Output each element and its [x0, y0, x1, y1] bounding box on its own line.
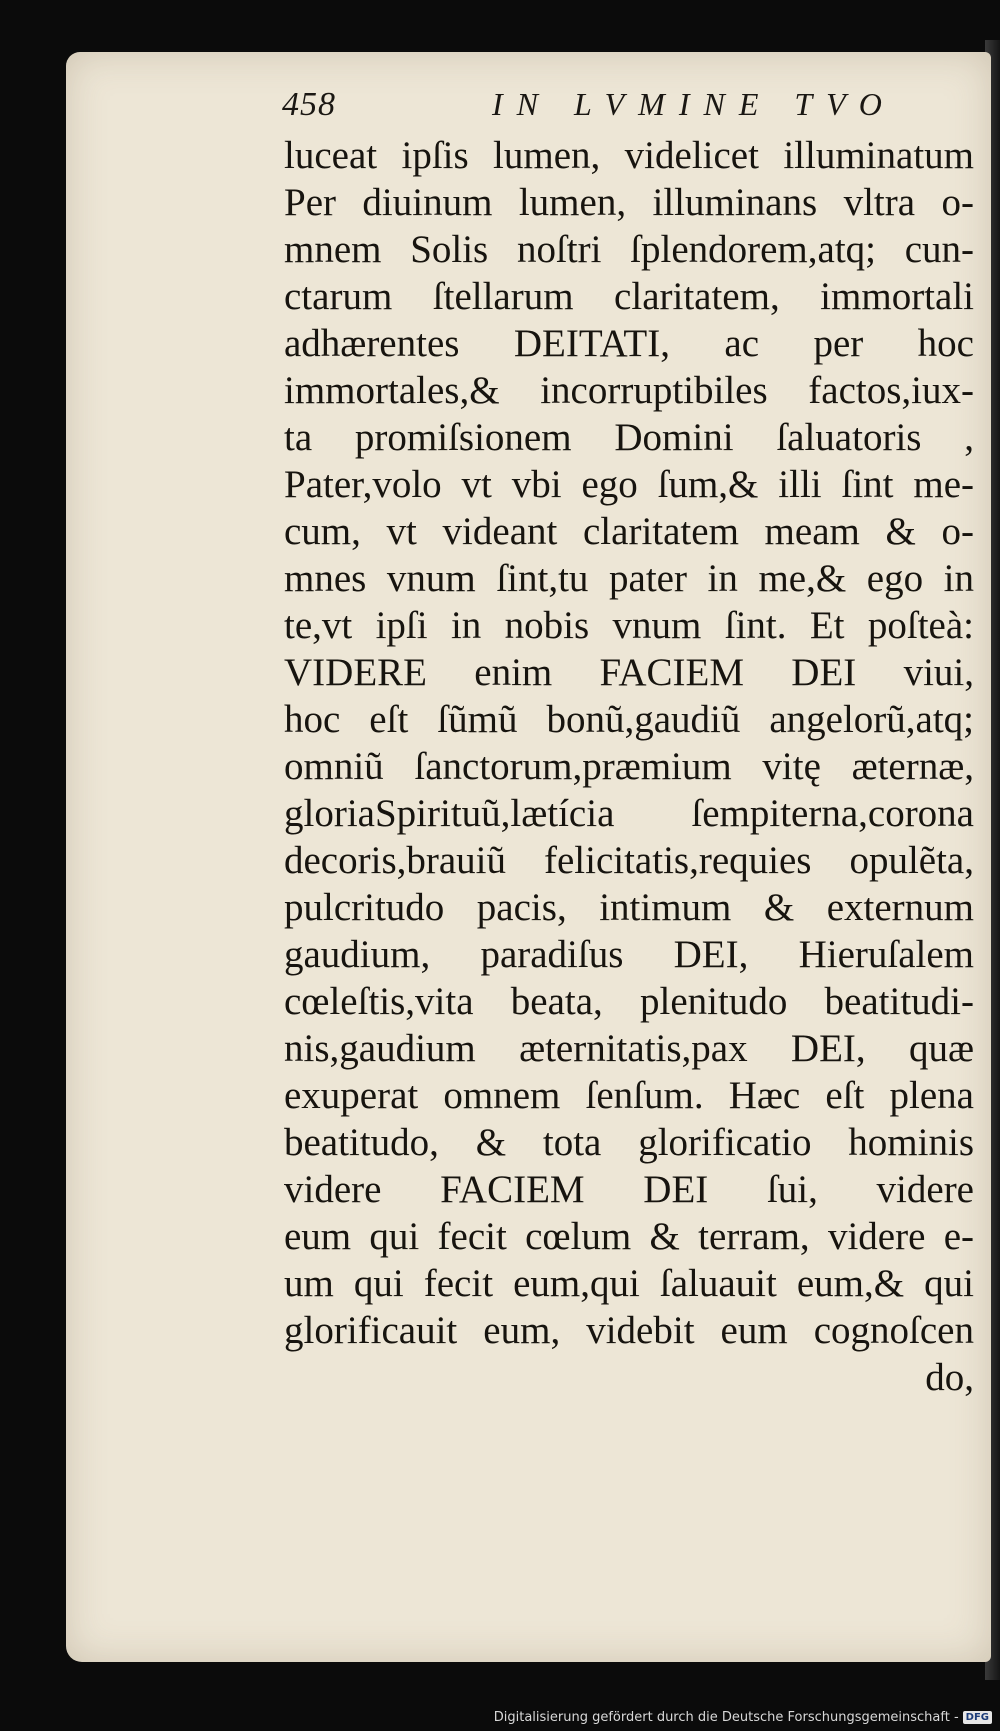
text-line: omniũ ſanctorum,præmium vitę æternæ, [284, 745, 974, 788]
text-line: hoc eſt ſũmũ bonũ,gaudiũ angelorũ,atq; [284, 698, 974, 741]
text-line: mnem Solis noſtri ſplendorem,atq; cun- [284, 228, 974, 271]
text-line: exuperat omnem ſenſum. Hæc eſt plena [284, 1074, 974, 1117]
text-line: VIDERE enim FACIEM DEI viui, [284, 651, 974, 694]
text-line: gloriaSpirituũ,lætícia ſempiterna,corona [284, 792, 974, 835]
text-line: decoris,brauiũ felicitatis,requies opulẽta, [284, 839, 974, 882]
running-head [282, 86, 972, 126]
text-line: beatitudo, & tota glorificatio hominis [284, 1121, 974, 1164]
text-line: gaudium, paradiſus DEI, Hieruſalem [284, 933, 974, 976]
text-line: eum qui fecit cœlum & terram, videre e- [284, 1215, 974, 1258]
text-line: immortales,& incorruptibiles factos,iux- [284, 369, 974, 412]
credit-text: Digitalisierung gefördert durch die Deutsche Forschungsgemeinschaft - [493, 1710, 959, 1725]
text-line: adhærentes DEITATI, ac per hoc [284, 322, 974, 365]
digitization-credit [494, 1710, 992, 1725]
text-line: um qui fecit eum,qui ſaluauit eum,& qui [284, 1262, 974, 1305]
text-line: mnes vnum ſint,tu pater in me,& ego in [284, 557, 974, 600]
text-line: te,vt ipſi in nobis vnum ſint. Et poſteà: [284, 604, 974, 647]
dfg-logo: DFG [963, 1711, 992, 1724]
text-line: Per diuinum lumen, illuminans vltra o- [284, 181, 974, 224]
text-line: cum, vt videant claritatem meam & o- [284, 510, 974, 553]
text-line: pulcritudo pacis, intimum & externum [284, 886, 974, 929]
text-line: glorificauit eum, videbit eum cognoſcen [284, 1309, 974, 1352]
text-line: cœleſtis,vita beata, plenitudo beatitudi- [284, 980, 974, 1023]
text-line: Pater,volo vt vbi ego ſum,& illi ſint me- [284, 463, 974, 506]
text-line: ctarum ſtellarum claritatem, immortali [284, 275, 974, 318]
text-line: videre FACIEM DEI ſui, videre [284, 1168, 974, 1211]
text-line: do, [925, 1356, 974, 1399]
body-text [284, 132, 974, 1401]
text-line: nis,gaudium æternitatis,pax DEI, quæ [284, 1027, 974, 1070]
page-number: 458 [282, 86, 336, 123]
text-line: ta promiſsionem Domini ſaluatoris , [284, 416, 974, 459]
text-line: luceat ipſis lumen, videlicet illuminatum [284, 134, 974, 177]
running-title: IN LVMINE TVO [492, 86, 896, 122]
